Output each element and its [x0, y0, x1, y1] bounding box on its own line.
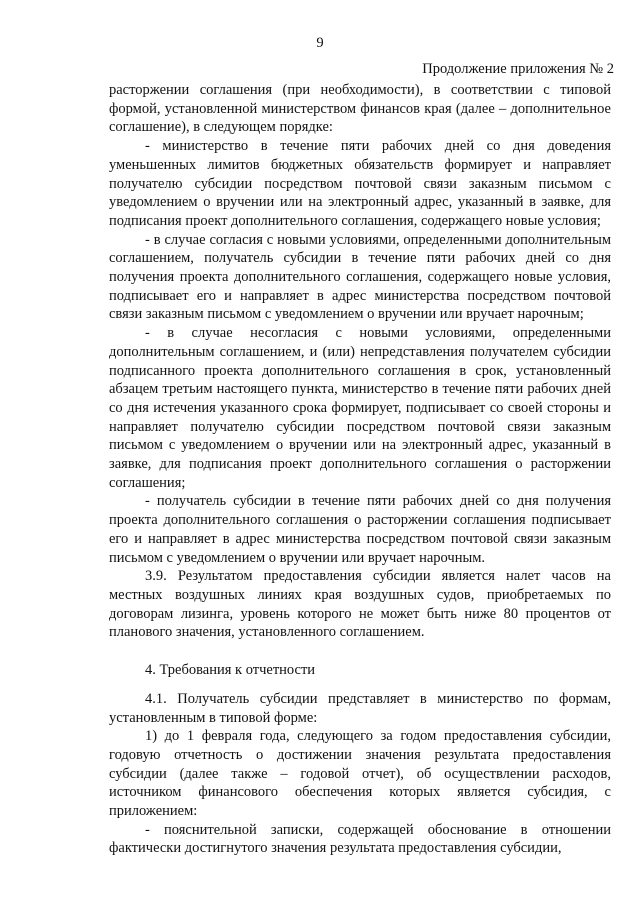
spacer — [109, 680, 611, 690]
page-number: 9 — [316, 35, 324, 51]
spacer — [109, 642, 611, 661]
paragraph-ministry-forms-agreement: - министерство в течение пяти рабочих дней со дня доведения уменьшенных лимитов бюджетных обязательств формирует и направляет получателю субсидии посредством почтовой связи заказным письмом с уведомлением о вручении или на электронный адрес, указанный в заявке, для подписания проект дополнительного соглашения, содержащего новые условия; — [109, 138, 611, 229]
paragraph-recipient-signs-termination: - получатель субсидии в течение пяти рабочих дней со дня получения проекта дополнительного соглашения о расторжении соглашения подписывает его и направляет в адрес министерства посредством почтовой связи заказным письмом с уведомлением о вручении или вручает нарочным. — [109, 493, 611, 566]
paragraph-explanatory-note: - пояснительной записки, содержащей обоснование в отношении фактически достигнутого значения результата предоставления субсидии, — [109, 821, 611, 857]
paragraph-4-1-item-1: 1) до 1 февраля года, следующего за годом предоставления субсидии, годовую отчетность о достижении значения результата предоставления субсидии (далее также – годовой отчет), об осуществлении расходов, источником финансового обеспечения которых является субсидия, с приложением: — [109, 728, 611, 820]
paragraph-recipient-disagrees: - в случае несогласия с новыми условиями, определенными дополнительным соглашением, и (или) непредставления получателем субсидии подписанного проекта дополнительного соглашения в срок, установленный абзацем третьим настоящего пункта, министерство в течение пяти рабочих дней со дня истечения указанного срока формирует, подписывает со своей стороны и направляет получателю субсидии посредством почтовой связи заказным письмом с уведомлением о вручении или на электронный адрес, указанный в заявке, для подписания проект дополнительного соглашения о расторжении соглашения; — [109, 325, 611, 491]
appendix-continuation-note: Продолжение приложения № 2 — [422, 61, 614, 77]
document-body — [109, 81, 611, 858]
paragraph-recipient-agrees: - в случае согласия с новыми условиями, определенными дополнительным соглашением, получатель субсидии в течение пяти рабочих дней со дня получения проекта дополнительного соглашения, содержащего новые условия, подписывает его и направляет в адрес министерства посредством почтовой связи заказным письмом с уведомлением о вручении или вручает нарочным; — [109, 231, 611, 323]
paragraph-4-1: 4.1. Получатель субсидии представляет в министерство по формам, установленным в типовой форме: — [109, 690, 611, 726]
section-heading-reporting: 4. Требования к отчетности — [145, 662, 316, 679]
paragraph-termination-intro: расторжении соглашения (при необходимости), в соответствии с типовой формой, установленной министерством финансов края (далее – дополнительное соглашение), в следующем порядке: — [109, 82, 611, 136]
paragraph-3-9-result: 3.9. Результатом предоставления субсидии является налет часов на местных воздушных линиях края воздушных судов, приобретаемых по договорам лизинга, уровень которого не может быть ниже 80 процентов от планового значения, установленного соглашением. — [109, 568, 611, 641]
